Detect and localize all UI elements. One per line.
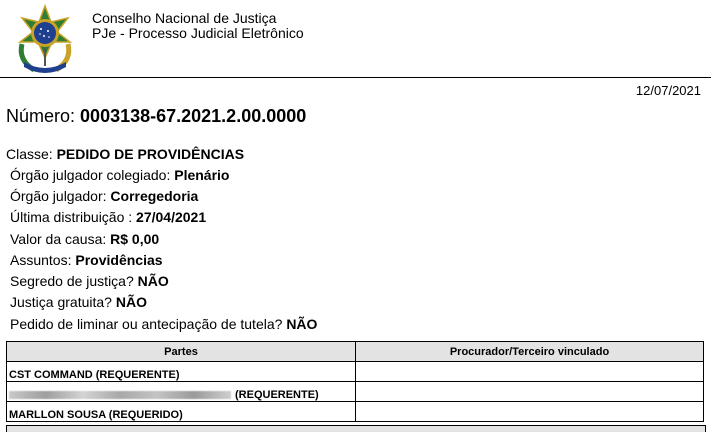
field-justica-gratuita-value: NÃO [115, 294, 147, 310]
field-segredo-value: NÃO [137, 273, 169, 289]
field-orgao-julgador-value: Corregedoria [110, 188, 199, 204]
field-valor-causa-value: R$ 0,00 [110, 231, 160, 247]
field-assuntos-value: Providências [75, 252, 163, 268]
table-row [7, 362, 704, 382]
field-liminar-value: NÃO [286, 316, 318, 332]
header-divider [0, 77, 711, 78]
field-orgao-julgador [10, 188, 198, 204]
redacted-name [9, 391, 231, 399]
field-justica-gratuita-label: Justiça gratuita? [10, 294, 112, 310]
field-liminar-label: Pedido de liminar ou antecipação de tutela? [10, 316, 283, 332]
party-role: (REQUERENTE) [235, 389, 319, 401]
field-classe-label: Classe: [6, 146, 53, 162]
attorney-cell [356, 402, 704, 422]
parties-table [6, 341, 704, 422]
field-classe-value: PEDIDO DE PROVIDÊNCIAS [56, 146, 245, 162]
process-number-label: Número: [6, 106, 76, 126]
column-header-procurador: Procurador/Terceiro vinculado [356, 342, 704, 362]
field-classe [6, 146, 244, 162]
brazil-coat-of-arms-icon [12, 4, 78, 76]
field-orgao-julgador-label: Órgão julgador: [10, 188, 107, 204]
attorney-cell [356, 362, 704, 382]
field-segredo [10, 273, 169, 289]
table-header-row [7, 342, 704, 362]
field-valor-causa-label: Valor da causa: [10, 231, 107, 247]
field-ultima-distribuicao-label: Última distribuição : [10, 209, 133, 225]
field-assuntos [10, 252, 163, 268]
table-row [7, 402, 704, 422]
field-orgao-colegiado [10, 167, 229, 183]
org-name: Conselho Nacional de Justiça [92, 10, 277, 26]
field-orgao-colegiado-label: Órgão julgador colegiado: [10, 167, 171, 183]
field-justica-gratuita [10, 294, 147, 310]
field-segredo-label: Segredo de justiça? [10, 273, 134, 289]
process-number-value: 0003138-67.2021.2.00.0000 [80, 106, 307, 126]
party-cell [7, 382, 356, 402]
field-ultima-distribuicao [10, 209, 206, 225]
field-valor-causa [10, 231, 159, 247]
field-assuntos-label: Assuntos: [10, 252, 72, 268]
field-orgao-colegiado-value: Plenário [174, 167, 230, 183]
attorney-cell [356, 382, 704, 402]
table-row [7, 382, 704, 402]
party-cell: MARLLON SOUSA (REQUERIDO) [7, 402, 356, 422]
document-date: 12/07/2021 [635, 83, 701, 98]
system-name: PJe - Processo Judicial Eletrônico [92, 25, 304, 41]
document-header [0, 0, 711, 78]
process-number [6, 106, 306, 127]
party-cell: CST COMMAND (REQUERENTE) [7, 362, 356, 382]
field-liminar [10, 316, 317, 332]
column-header-partes: Partes [7, 342, 356, 362]
field-ultima-distribuicao-value: 27/04/2021 [136, 209, 207, 225]
